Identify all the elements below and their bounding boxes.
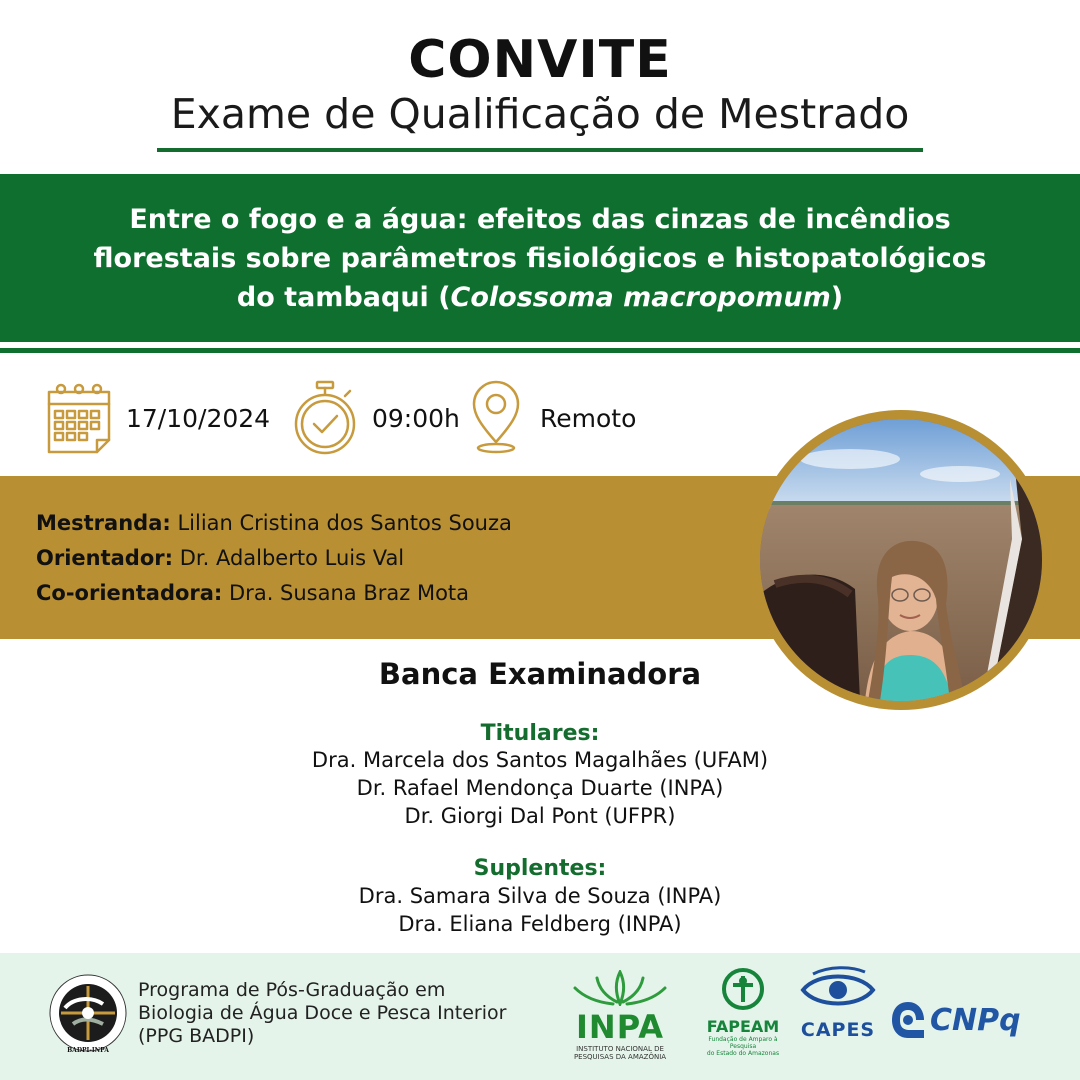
thesis-title-text: ) <box>830 281 844 313</box>
cnpq-emblem-icon <box>888 998 928 1042</box>
committee-member: Dra. Marcela dos Santos Magalhães (UFAM) <box>311 748 769 772</box>
program-logo-text: BADPI-INPA <box>67 1047 109 1054</box>
advisor-line <box>36 546 404 570</box>
fapeam-logo-subtitle: Fundação de Amparo à Pesquisa <box>708 1036 778 1050</box>
committee-member: Dr. Giorgi Dal Pont (UFPR) <box>404 804 676 828</box>
thesis-title-band <box>0 174 1080 342</box>
capes-eye-icon <box>797 966 879 1012</box>
event-date <box>44 378 270 458</box>
capes-logo-text: CAPES <box>800 1019 876 1041</box>
co-advisor-line <box>36 581 469 605</box>
cnpq-logo <box>888 997 1038 1043</box>
substitute-member: Dra. Samara Silva de Souza (INPA) <box>358 884 722 908</box>
inpa-logo-text: INPA <box>576 1008 664 1046</box>
thesis-title-line: florestais sobre parâmetros fisiológicos e histopatológicos <box>93 242 987 274</box>
fapeam-logo <box>700 968 786 1057</box>
person-name: Dra. Susana Braz Mota <box>229 581 470 605</box>
event-time <box>290 378 460 458</box>
suplentes-heading: Suplentes: <box>473 856 607 881</box>
inpa-logo-subtitle: PESQUISAS DA AMAZÔNIA <box>573 1053 667 1061</box>
program-name-line: (PPG BADPI) <box>138 1025 255 1047</box>
role-label: Mestranda: <box>36 511 171 535</box>
event-time-text: 09:00h <box>372 403 460 433</box>
role-label: Orientador: <box>36 546 174 570</box>
thesis-title-text: do tambaqui ( <box>236 281 451 313</box>
student-line <box>36 511 512 535</box>
fapeam-logo-text: FAPEAM <box>706 1017 780 1036</box>
header-divider <box>157 148 923 152</box>
program-logo <box>47 972 129 1054</box>
titulares-heading: Titulares: <box>480 721 600 746</box>
stopwatch-icon <box>290 380 360 456</box>
calendar-icon <box>44 380 114 456</box>
committee-member: Dr. Rafael Mendonça Duarte (INPA) <box>356 776 724 800</box>
committee-title: Banca Examinadora <box>378 657 702 691</box>
event-date-text: 17/10/2024 <box>126 403 271 433</box>
person-name: Dr. Adalberto Luis Val <box>179 546 405 570</box>
invitation-title: CONVITE <box>408 30 672 90</box>
thesis-title-line: Entre o fogo e a água: efeitos das cinzas de incêndios <box>129 203 951 235</box>
thesis-title-line <box>40 278 1040 317</box>
species-name: Colossoma macropomum <box>450 281 831 313</box>
program-name-line: Biologia de Água Doce e Pesca Interior <box>138 1002 507 1024</box>
inpa-leaf-icon <box>565 970 675 1006</box>
role-label: Co-orientadora: <box>36 581 223 605</box>
green-divider <box>0 348 1080 353</box>
capes-logo <box>797 966 879 1040</box>
inpa-logo <box>565 970 675 1061</box>
event-location <box>470 378 636 458</box>
event-location-text: Remoto <box>540 403 637 433</box>
inpa-logo-subtitle: INSTITUTO NACIONAL DE <box>576 1045 664 1053</box>
event-type-subtitle: Exame de Qualificação de Mestrado <box>170 90 910 138</box>
program-name-line: Programa de Pós-Graduação em <box>138 979 446 1001</box>
person-name: Lilian Cristina dos Santos Souza <box>177 511 512 535</box>
fapeam-emblem-icon <box>700 968 786 1010</box>
thesis-title <box>40 200 1040 317</box>
substitute-member: Dra. Eliana Feldberg (INPA) <box>398 912 682 936</box>
fapeam-logo-subtitle: do Estado do Amazonas <box>706 1050 780 1057</box>
cnpq-logo-text: CNPq <box>930 1002 1021 1038</box>
location-pin-icon <box>470 380 540 456</box>
